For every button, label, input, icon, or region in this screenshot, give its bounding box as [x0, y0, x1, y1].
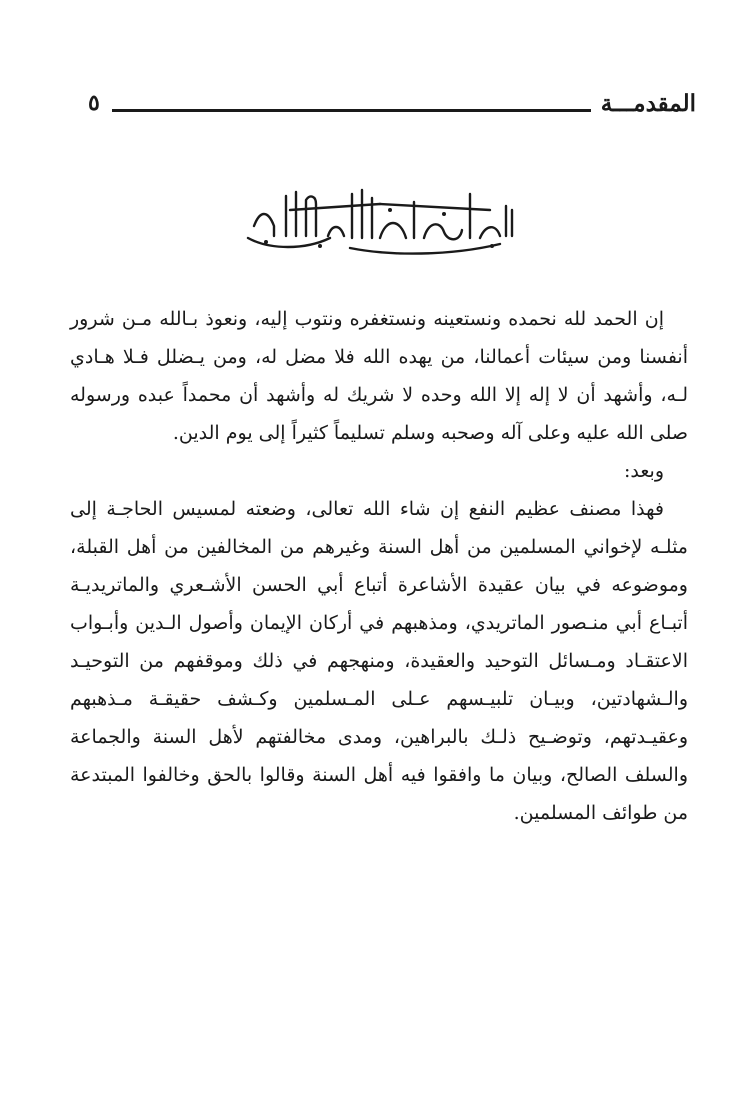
transition-paragraph: وبعد:: [623, 460, 664, 482]
basmala-calligraphy: [230, 180, 530, 260]
chapter-title: المقدمـــة: [600, 89, 696, 117]
body-paragraph: فهذا مصنف عظيم النفع إن شاء الله تعالى، وضعته لمسيس الحاجـة إلى مثلـه لإخواني المسلمين من أهل السنة وغيرهم من المخالفين من أهل القبلة، وموضوعه في بيان عقيدة الأشاعرة أتباع أبي الحسن الأشـعري والماتريديـة أتبـاع أبي منـصور الماتريدي، ومذهبهم في أركان الإيمان وأصول الـدين وأبـواب الاعتقـاد ومـسائل التوحيد والعقيدة، ومنهجهم في ذلك وموقفهم من التوحيـد والـشهادتين، وبيـان تلبيـسهم عـلى المـسلمين وكـشف حقيقـة مـذهبهم وعقيـدتهم، وتوضـيح ذلـك بالبراهين، ومدى مخالفتهم لأهل السنة والجماعة والسلف الصالح، وبيان ما وافقوا فيه أهل السنة وقالوا بالحق وخالفوا المبتدعة من طوائف المسلمين.: [70, 498, 688, 824]
page-number: ٥: [88, 90, 100, 116]
opening-paragraph: إن الحمد لله نحمده ونستعينه ونستغفره ونتوب إليه، ونعوذ بـالله مـن شرور أنفسنا ومن سيئات أعمالنا، من يهده الله فلا مضل له، ومن يـضلل فـلا هـادي لـه، وأشهد أن لا إله إلا الله وحده لا شريك له وأشهد أن محمداً عبده ورسوله صلى الله عليه وعلى آله وصحبه وسلم تسليماً كثيراً إلى يوم الدين.: [70, 308, 688, 444]
page-header: [88, 86, 696, 120]
header-rule: [112, 109, 591, 112]
main-text: [70, 300, 688, 832]
